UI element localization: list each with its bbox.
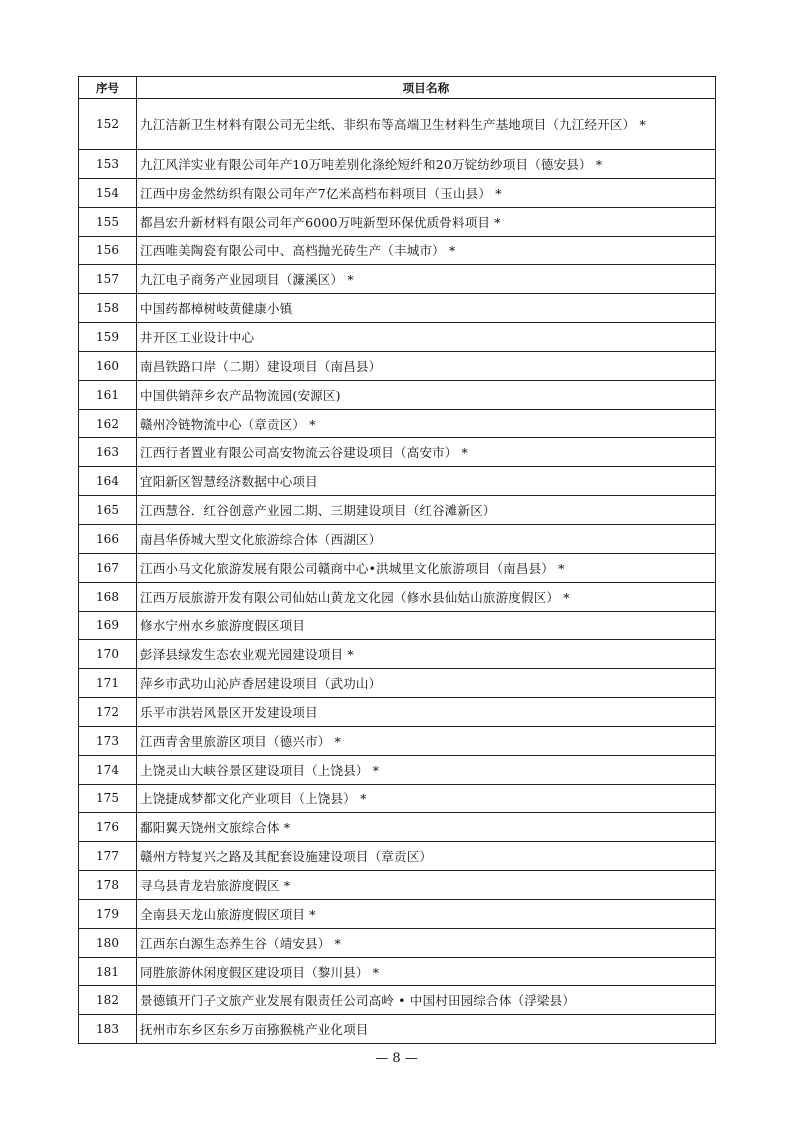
table-row — [79, 899, 715, 928]
row-number: 155 — [79, 208, 137, 236]
row-project-name: 赣州方特复兴之路及其配套设施建设项目（章贡区） — [140, 849, 433, 865]
row-number: 162 — [79, 410, 137, 438]
row-project-name: 修水宁州水乡旅游度假区项目 — [140, 618, 306, 634]
row-number: 166 — [79, 525, 137, 553]
row-number: 170 — [79, 640, 137, 668]
table-row — [79, 582, 715, 611]
table-row — [79, 351, 715, 380]
row-project-name: 南昌铁路口岸（二期）建设项目（南昌县） — [140, 358, 382, 374]
row-project-name: 全南县天龙山旅游度假区项目 * — [140, 906, 316, 922]
table-body — [79, 98, 715, 1043]
row-number: 152 — [79, 99, 137, 149]
row-project-name: 彭泽县绿发生态农业观光园建设项目 * — [140, 647, 354, 663]
row-project-name: 寻乌县青龙岩旅游度假区 * — [140, 878, 291, 894]
table-row — [79, 812, 715, 841]
table-row — [79, 697, 715, 726]
row-project-name: 鄱阳翼天饶州文旅综合体 * — [140, 820, 291, 836]
table-row — [79, 928, 715, 957]
row-number: 181 — [79, 958, 137, 986]
row-number: 176 — [79, 813, 137, 841]
row-project-name: 江西唯美陶瓷有限公司中、高档抛光砖生产（丰城市） * — [140, 243, 456, 259]
row-project-name: 井开区工业设计中心 — [140, 329, 255, 345]
table-row — [79, 437, 715, 466]
row-project-name: 江西青舍里旅游区项目（德兴市） * — [140, 733, 342, 749]
table-row — [79, 553, 715, 582]
row-number: 179 — [79, 900, 137, 928]
row-project-name: 九江风洋实业有限公司年产10万吨差别化涤纶短纤和20万锭纺纱项目（德安县） * — [140, 156, 603, 172]
row-project-name: 景德镇开门子文旅产业发展有限责任公司高岭 • 中国村田园综合体（浮梁县） — [140, 993, 576, 1009]
table-row — [79, 726, 715, 755]
table-row — [79, 985, 715, 1014]
table-header-row — [79, 77, 715, 98]
row-number: 157 — [79, 265, 137, 293]
table-row — [79, 149, 715, 178]
row-number: 180 — [79, 929, 137, 957]
row-number: 182 — [79, 986, 137, 1014]
row-number: 172 — [79, 698, 137, 726]
table-row — [79, 957, 715, 986]
table-row — [79, 524, 715, 553]
table-row — [79, 841, 715, 870]
row-number: 165 — [79, 496, 137, 524]
row-number: 164 — [79, 467, 137, 495]
row-project-name: 南昌华侨城大型文化旅游综合体（西湖区） — [140, 531, 382, 547]
table-row — [79, 466, 715, 495]
table-row — [79, 264, 715, 293]
header-number: 序号 — [79, 77, 137, 98]
row-number: 159 — [79, 323, 137, 351]
row-project-name: 萍乡市武功山沁庐香居建设项目（武功山） — [140, 676, 382, 692]
row-project-name: 上饶捷成梦都文化产业项目（上饶县） * — [140, 791, 367, 807]
table-row — [79, 1014, 715, 1043]
row-number: 161 — [79, 381, 137, 409]
row-number: 168 — [79, 583, 137, 611]
table-row — [79, 207, 715, 236]
row-project-name: 江西慧谷．红谷创意产业园二期、三期建设项目（红谷滩新区） — [140, 503, 496, 519]
row-number: 175 — [79, 785, 137, 813]
row-project-name: 同胜旅游休闲度假区建设项目（黎川县） * — [140, 964, 380, 980]
header-name: 项目名称 — [402, 80, 450, 95]
row-number: 163 — [79, 438, 137, 466]
row-number: 177 — [79, 842, 137, 870]
row-number: 183 — [79, 1015, 137, 1043]
row-number: 158 — [79, 294, 137, 322]
table-row — [79, 293, 715, 322]
row-number: 160 — [79, 352, 137, 380]
table-row — [79, 236, 715, 265]
row-project-name: 江西万辰旅游开发有限公司仙姑山黄龙文化园（修水县仙姑山旅游度假区） * — [140, 589, 570, 605]
row-project-name: 都昌宏升新材料有限公司年产6000万吨新型环保优质骨料项目 * — [140, 214, 501, 230]
row-number: 171 — [79, 669, 137, 697]
row-project-name: 江西中房金然纺织有限公司年产7亿米高档布料项目（玉山县） * — [140, 185, 502, 201]
row-project-name: 江西小马文化旅游发展有限公司赣商中心•洪城里文化旅游项目（南昌县） * — [140, 560, 565, 576]
row-number: 167 — [79, 554, 137, 582]
row-project-name: 上饶灵山大峡谷景区建设项目（上饶县） * — [140, 762, 380, 778]
row-project-name: 中国药都樟树岐黄健康小镇 — [140, 301, 293, 317]
table-row — [79, 668, 715, 697]
row-project-name: 九江洁新卫生材料有限公司无尘纸、非织布等高端卫生材料生产基地项目（九江经开区） * — [140, 117, 646, 132]
row-number: 173 — [79, 727, 137, 755]
table-row — [79, 639, 715, 668]
row-number: 153 — [79, 150, 137, 178]
row-number: 169 — [79, 612, 137, 640]
table-row — [79, 784, 715, 813]
row-project-name: 抚州市东乡区东乡万亩猕猴桃产业化项目 — [140, 1022, 369, 1038]
table-row — [79, 409, 715, 438]
row-project-name: 乐平市洪岩风景区开发建设项目 — [140, 704, 318, 720]
row-number: 154 — [79, 179, 137, 207]
row-project-name: 宜阳新区智慧经济数据中心项目 — [140, 474, 318, 490]
row-project-name: 江西东白源生态养生谷（靖安县） * — [140, 935, 342, 951]
row-project-name: 九江电子商务产业园项目（濂溪区） * — [140, 272, 354, 288]
table-row — [79, 98, 715, 149]
table-row — [79, 870, 715, 899]
table-row — [79, 495, 715, 524]
row-project-name: 江西行者置业有限公司高安物流云谷建设项目（高安市） * — [140, 445, 469, 461]
row-project-name: 中国供销萍乡农产品物流园(安源区) — [140, 387, 341, 403]
table-row — [79, 755, 715, 784]
page-number: — 8 — — [375, 1051, 418, 1066]
table-row — [79, 178, 715, 207]
row-number: 174 — [79, 756, 137, 784]
project-table — [78, 76, 716, 1044]
table-row — [79, 322, 715, 351]
table-row — [79, 611, 715, 640]
row-number: 178 — [79, 871, 137, 899]
row-project-name: 赣州冷链物流中心（章贡区） * — [140, 416, 316, 432]
table-row — [79, 380, 715, 409]
row-number: 156 — [79, 237, 137, 265]
